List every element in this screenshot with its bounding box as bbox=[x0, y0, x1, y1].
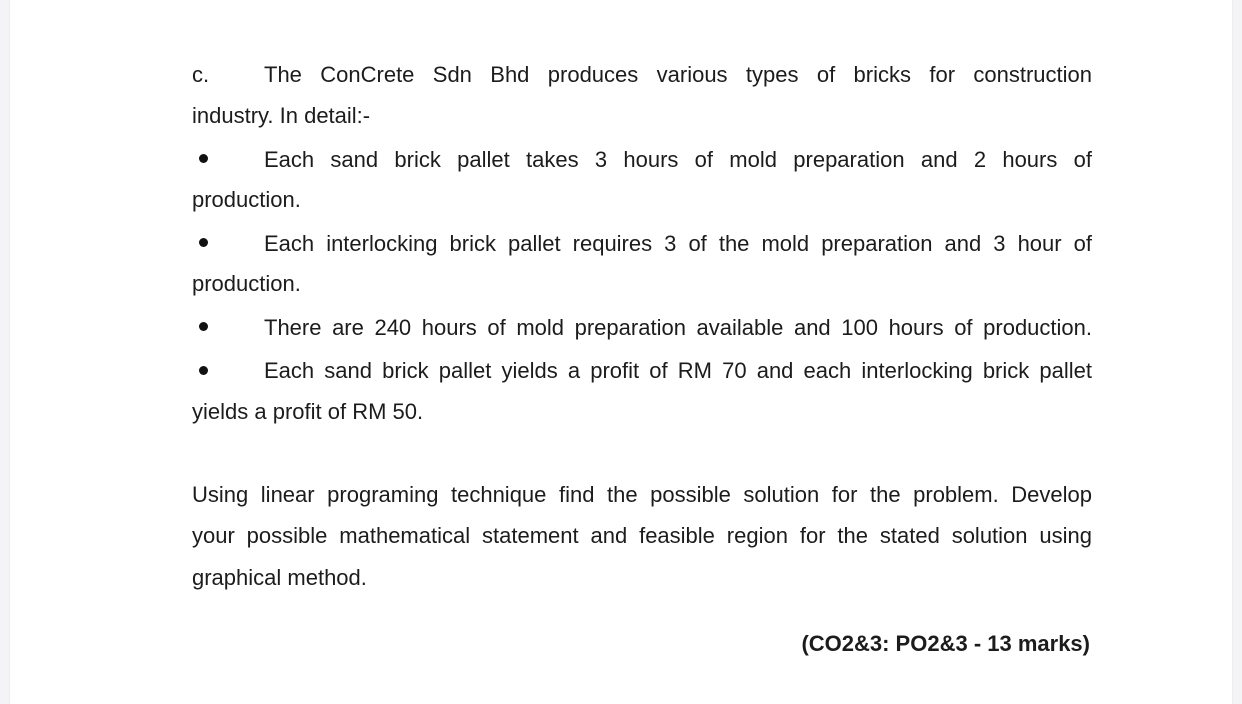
task-line-1: Using linear programing technique find the possible solution for the problem. Develop bbox=[192, 482, 1092, 507]
bullet-dot-3 bbox=[199, 322, 208, 331]
bullet-1-line-1: Each sand brick pallet takes 3 hours of mold preparation and 2 hours of bbox=[264, 147, 1092, 172]
bullet-2-line-1: Each interlocking brick pallet requires 3 of the mold preparation and 3 hour of bbox=[264, 231, 1092, 256]
intro-line-2: industry. In detail:- bbox=[192, 103, 371, 128]
task-line-2: your possible mathematical statement and feasible region for the stated solution using bbox=[192, 523, 1092, 548]
bullet-3-line-1: There are 240 hours of mold preparation available and 100 hours of production. bbox=[264, 315, 1092, 340]
bullet-1-line-2: production. bbox=[192, 187, 301, 212]
bullet-dot-1 bbox=[199, 154, 208, 163]
marks-allocation: (CO2&3: PO2&3 - 13 marks) bbox=[801, 631, 1090, 656]
bullet-2-line-2: production. bbox=[192, 271, 301, 296]
document-page bbox=[10, 0, 1232, 704]
bullet-dot-4 bbox=[199, 366, 208, 375]
bullet-dot-2 bbox=[199, 238, 208, 247]
question-label: c. bbox=[192, 62, 210, 87]
task-line-3: graphical method. bbox=[192, 565, 367, 590]
bullet-4-line-1: Each sand brick pallet yields a profit of RM 70 and each interlocking brick pallet bbox=[264, 358, 1092, 383]
bullet-4-line-2: yields a profit of RM 50. bbox=[192, 399, 424, 424]
intro-line-1: The ConCrete Sdn Bhd produces various types of bricks for construction bbox=[264, 62, 1092, 87]
